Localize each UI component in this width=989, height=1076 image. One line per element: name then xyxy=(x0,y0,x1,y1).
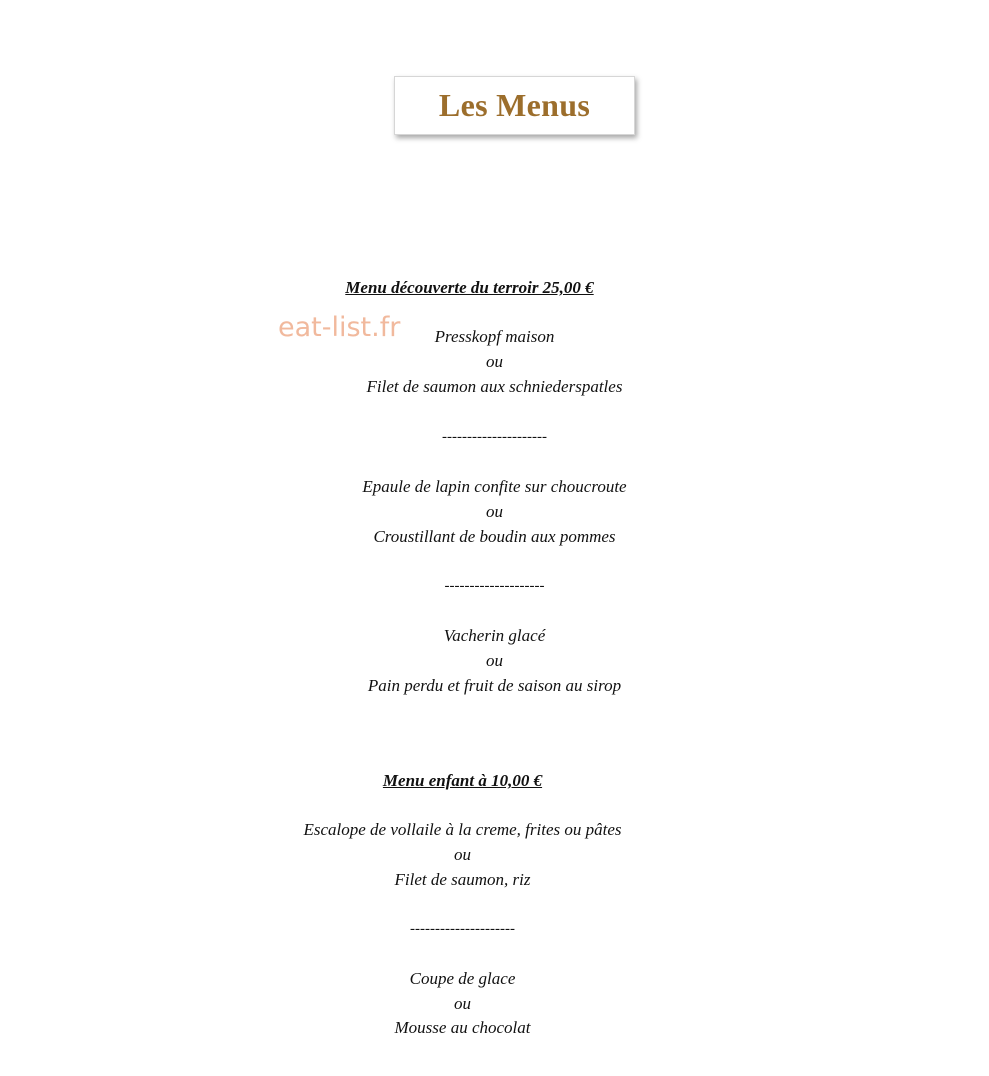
menu-item-dessert-2: Mousse au chocolat xyxy=(394,1018,531,1037)
menu-item-main-1: Escalope de vollaile à la creme, frites ou pâtes xyxy=(303,820,622,839)
title-box xyxy=(394,76,635,135)
course-separator: --------------------- xyxy=(442,429,547,445)
menu-item-starter-2: Filet de saumon aux schniederspatles xyxy=(366,377,623,396)
menu-item-main-2: Filet de saumon, riz xyxy=(394,870,531,889)
menu-item-dessert-1: Vacherin glacé xyxy=(443,626,546,645)
course-separator: --------------------- xyxy=(410,921,515,937)
course-separator: -------------------- xyxy=(444,578,545,594)
menu-item-dessert-1: Coupe de glace xyxy=(409,969,516,988)
menu-item-or: ou xyxy=(486,502,503,521)
page-title: Les Menus xyxy=(438,87,591,123)
menu-item-main-2: Croustillant de boudin aux pommes xyxy=(373,527,616,546)
menu-child-heading: Menu enfant à 10,00 € xyxy=(382,771,543,790)
menu-item-starter-1: Presskopf maison xyxy=(434,327,555,346)
watermark-logo: eat-list.fr xyxy=(278,312,401,343)
menu-item-or: ou xyxy=(454,845,471,864)
menu-item-or: ou xyxy=(454,994,471,1013)
menu-discovery-heading: Menu découverte du terroir 25,00 € xyxy=(345,278,594,297)
menu-item-main-1: Epaule de lapin confite sur choucroute xyxy=(362,477,627,496)
menu-item-dessert-2: Pain perdu et fruit de saison au sirop xyxy=(367,676,622,695)
menu-item-or: ou xyxy=(486,352,503,371)
menu-item-or: ou xyxy=(486,651,503,670)
